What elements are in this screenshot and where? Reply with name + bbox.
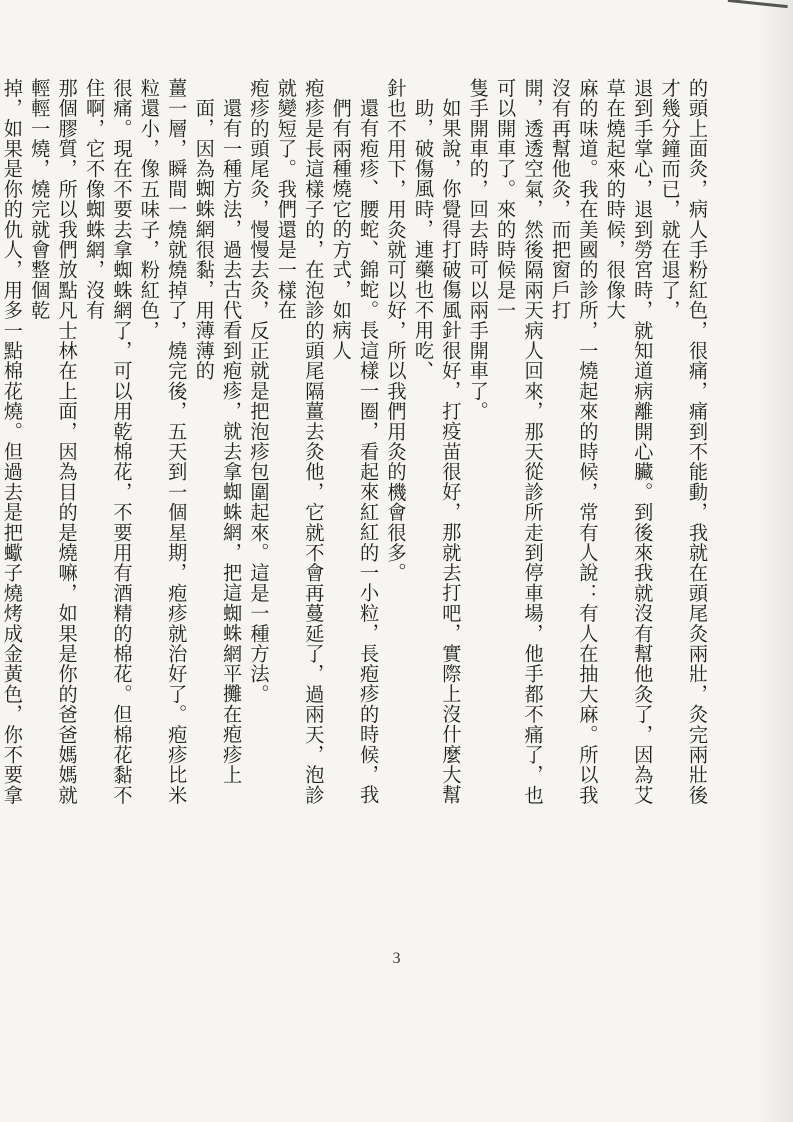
text-column: 那個膠質，所以我們放點凡士林在上面，因為目的是燒嘛，如果是你的爸爸媽媽就輕輕一燒，燒完就會整個乾 <box>28 78 79 806</box>
text-column: 掉，如果是你的仇人，用多一點棉花燒。但過去是把蠍子燒烤成金黃色，你不要拿 <box>0 78 24 806</box>
text-column: 疱疹是長這樣子的，在泡診的頭尾隔薑去灸他，它就不會再蔓延了，過兩天，泡診就變短了。我們還是一樣在 <box>274 78 326 806</box>
text-column: 很痛。現在不要去拿蜘蛛網了，可以用乾棉花，不要用有酒精的棉花。但棉花黏不住啊，它不像蜘蛛網，沒有 <box>83 78 134 806</box>
vertical-text-body <box>0 78 711 808</box>
text-column: 薑一層，瞬間一燒就燒掉了，燒完後，五天到一個星期，疱疹就治好了。疱疹比米粒還小，像五味子，粉紅色， <box>137 78 189 806</box>
text-column: 如果說，你覺得打破傷風針很好，打疫苗很好，那就去打吧，實際上沒什麼大幫助，破傷風時，連藥也不用吃、 <box>411 98 463 805</box>
text-column: 疱疹的頭尾灸，慢慢去灸，反正就是把泡疹包圍起來。這是一種方法。 <box>247 78 271 705</box>
text-column: 開，透透空氣，然後隔兩天病人回來，那天從診所走到停車場，他手都不痛了，也可以開車了。來的時候是一 <box>494 78 545 806</box>
text-column: 隻手開車的，回去時可以兩手開車了。 <box>466 78 490 422</box>
text-column: 的頭上面灸，病人手粉紅色，很痛，痛到不能動，我就在頭尾灸兩壯，灸完兩壯後才幾分鐘而已，就在退了， <box>658 78 709 806</box>
scan-corner-mark <box>726 0 787 22</box>
text-column: 退到手掌心，退到勞宮時，就知道病離開心臟。到後來我就沒有幫他灸了，因為艾草在燒起來的時候，很像大 <box>603 78 655 806</box>
text-column: 麻的味道。我在美國的診所，一燒起來的時候，常有人說：有人在抽大麻。所以我沒有再幫他灸，而把窗戶打 <box>548 78 600 806</box>
text-column: 還有疱疹、腰蛇、錦蛇。長這樣一圈，看起來紅紅的一小粒，長疱疹的時候，我們有兩種燒它的方式，如病人 <box>329 98 381 805</box>
text-column: 針也不用下，用灸就可以好，所以我們用灸的機會很多。 <box>384 78 408 583</box>
text-column: 還有一種方法，過去古代看到疱疹，就去拿蜘蛛網，把這蜘蛛網平攤在疱疹上面，因為蜘蛛網很黏，用薄薄的 <box>192 98 244 785</box>
page-number: 3 <box>392 950 401 967</box>
